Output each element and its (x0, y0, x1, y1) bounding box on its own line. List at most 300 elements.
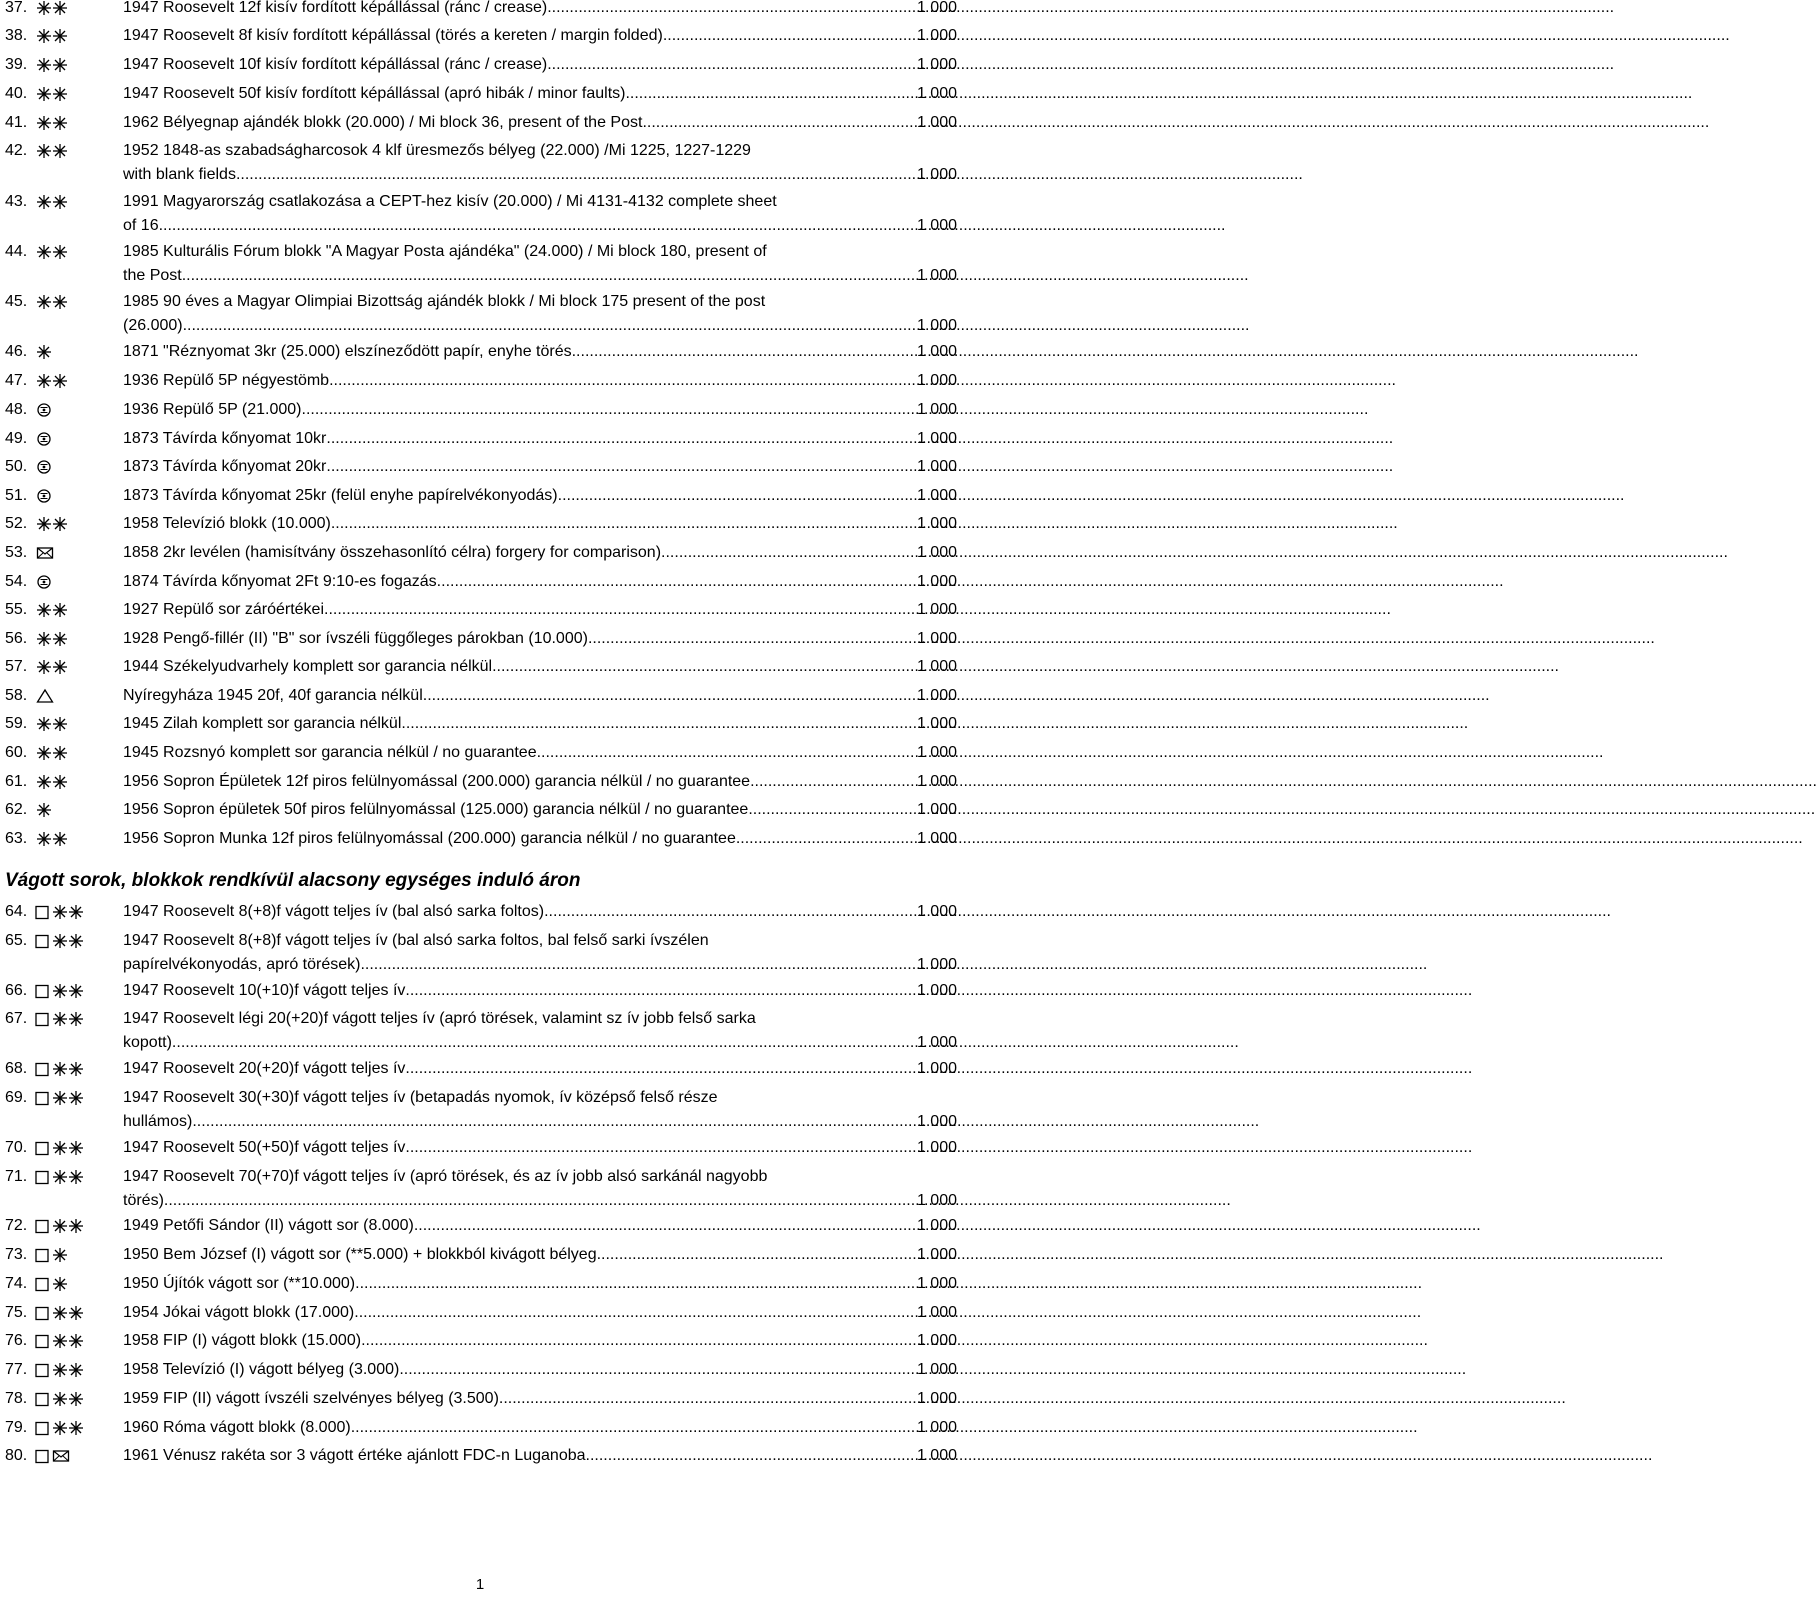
lot-item (5, 512, 957, 536)
mint-never-hinged-icon (36, 244, 68, 260)
lot-description (123, 1272, 957, 1296)
lot-number: 66. (5, 982, 28, 999)
condition-symbol (36, 401, 52, 419)
lot-number: 64. (5, 903, 28, 920)
condition-symbol (36, 243, 68, 261)
dot-leader (192, 1110, 916, 1134)
mint-hinged-icon (36, 344, 52, 360)
lot-item (5, 340, 957, 364)
lot-number: 68. (5, 1060, 28, 1077)
lot-item (5, 827, 957, 851)
lot-item (5, 240, 957, 288)
dot-leader (736, 827, 916, 851)
description-text: 1874 Távírda kőnyomat 2Ft 9:10-es fogazás (123, 573, 437, 590)
description-text: 1954 Jókai vágott blokk (17.000) (123, 1304, 355, 1321)
dot-leader (361, 1329, 916, 1353)
condition-symbol (34, 932, 84, 950)
lot-item (5, 712, 957, 736)
lot-item (5, 82, 957, 106)
lot-number: 46. (5, 343, 28, 360)
lot-number: 69. (5, 1089, 28, 1106)
imperforate-icon (34, 1420, 52, 1436)
condition-symbol (36, 372, 68, 390)
dot-leader (405, 979, 916, 1003)
description-text: 1873 Távírda kőnyomat 25kr (felül enyhe papírelvékonyodás) (123, 487, 558, 504)
dot-leader (183, 314, 916, 338)
mint-never-hinged-icon (36, 631, 68, 647)
lot-description (123, 111, 957, 135)
lot-number: 51. (5, 487, 28, 504)
description-line: 1985 90 éves a Magyar Olimpiai Bizottság ajándék blokk / Mi block 175 present of the post (123, 293, 766, 310)
condition-symbol (36, 142, 68, 160)
lot-description (123, 627, 957, 651)
lot-description (123, 369, 957, 393)
dot-leader (437, 570, 916, 594)
lot-description (123, 240, 957, 288)
dot-leader (329, 369, 916, 393)
postmark-icon (36, 402, 52, 418)
lot-number: 45. (5, 293, 28, 310)
starting-price: 1 000 (916, 658, 957, 675)
condition-symbol (36, 687, 54, 705)
description-line (123, 1189, 957, 1213)
condition-symbol (34, 1168, 84, 1186)
mint-hinged-icon (36, 802, 52, 818)
lot-description (123, 340, 957, 364)
description-line (123, 369, 957, 393)
mint-never-hinged-icon (52, 983, 84, 999)
condition-symbol (36, 114, 68, 132)
starting-price: 1 000 (916, 267, 957, 284)
mint-never-hinged-icon (52, 933, 84, 949)
description-text: 1962 Bélyegnap ajándék blokk (20.000) / Mi block 36, present of the Post (123, 114, 643, 131)
imperforate-icon (34, 933, 52, 949)
mint-never-hinged-icon (36, 716, 68, 732)
lot-description (123, 190, 957, 238)
lot-item (5, 627, 957, 651)
mint-never-hinged-icon (36, 115, 68, 131)
lot-item (5, 455, 957, 479)
starting-price: 1 000 (916, 1304, 957, 1321)
condition-symbol (34, 1447, 70, 1465)
dot-leader (597, 1243, 916, 1267)
lot-description (123, 53, 957, 77)
lot-number: 42. (5, 142, 28, 159)
starting-price: 1 000 (916, 1419, 957, 1436)
lot-number: 78. (5, 1390, 28, 1407)
description-text: the Post (123, 267, 182, 284)
lot-description (123, 770, 957, 794)
lot-number: 41. (5, 114, 28, 131)
imperforate-icon (34, 1391, 52, 1407)
lot-description (123, 900, 957, 924)
lot-description (123, 455, 957, 479)
section-heading: Vágott sorok, blokkok rendkívül alacsony egységes induló áron (5, 870, 581, 891)
lot-number: 63. (5, 830, 28, 847)
description-line (123, 163, 957, 187)
dot-leader (547, 53, 916, 77)
lot-number: 77. (5, 1361, 28, 1378)
postmark-icon (36, 431, 52, 447)
lot-number: 79. (5, 1419, 28, 1436)
lot-item (5, 1272, 957, 1296)
lot-number: 39. (5, 56, 28, 73)
description-text: 1873 Távírda kőnyomat 20kr (123, 458, 327, 475)
mint-never-hinged-icon (52, 1061, 84, 1077)
lot-number: 38. (5, 27, 28, 44)
description-line (123, 1329, 957, 1353)
postmark-icon (36, 459, 52, 475)
description-line (123, 1444, 957, 1468)
description-text: 1936 Repülő 5P (21.000) (123, 401, 302, 418)
dot-leader (537, 741, 916, 765)
page-number: 1 (475, 1576, 485, 1593)
mint-never-hinged-icon (36, 774, 68, 790)
condition-symbol (34, 1139, 84, 1157)
lot-item (5, 598, 957, 622)
description-text: 1950 Újítók vágott sor (**10.000) (123, 1275, 356, 1292)
starting-price: 1 000 (916, 687, 957, 704)
imperforate-icon (34, 1362, 52, 1378)
lot-description (123, 1416, 957, 1440)
dot-leader (423, 684, 916, 708)
mint-never-hinged-icon (52, 1333, 84, 1349)
description-text: Nyíregyháza 1945 20f, 40f garancia nélkül (123, 687, 423, 704)
starting-price: 1 000 (916, 1390, 957, 1407)
lot-number: 49. (5, 430, 28, 447)
description-text: kopott) (123, 1034, 172, 1051)
lot-item (5, 541, 957, 565)
lot-number: 80. (5, 1447, 28, 1464)
starting-price: 1 000 (916, 1139, 957, 1156)
description-line (123, 627, 957, 651)
description-text: 1947 Roosevelt 8(+8)f vágott teljes ív (bal alsó sarka foltos) (123, 903, 545, 920)
description-line (123, 1110, 957, 1134)
starting-price: 1 000 (916, 1361, 957, 1378)
condition-symbol (34, 1275, 68, 1293)
mint-never-hinged-icon (52, 1420, 84, 1436)
lot-description (123, 541, 957, 565)
lot-item (5, 1444, 957, 1468)
starting-price: 1 000 (916, 343, 957, 360)
description-line (123, 314, 957, 338)
mint-never-hinged-icon (36, 194, 68, 210)
description-line (123, 398, 957, 422)
lot-description (123, 1057, 957, 1081)
lot-description (123, 1444, 957, 1468)
description-line (123, 1031, 957, 1055)
description-text: 1950 Bem József (I) vágott sor (**5.000) + blokkból kivágott bélyeg (123, 1246, 597, 1263)
description-line (123, 770, 957, 794)
lot-number: 72. (5, 1217, 28, 1234)
lot-item (5, 427, 957, 451)
lot-item (5, 655, 957, 679)
dot-leader (302, 398, 916, 422)
mint-never-hinged-icon (52, 1305, 84, 1321)
imperforate-icon (34, 1169, 52, 1185)
mint-never-hinged-icon (36, 831, 68, 847)
lot-description (123, 82, 957, 106)
description-line (123, 827, 957, 851)
lot-item (5, 111, 957, 135)
lot-number: 56. (5, 630, 28, 647)
dot-leader (544, 900, 916, 924)
condition-symbol (36, 801, 52, 819)
lot-description (123, 798, 957, 822)
description-line (123, 655, 957, 679)
condition-symbol (34, 1217, 84, 1235)
lot-number: 53. (5, 544, 28, 561)
mint-never-hinged-icon (52, 1090, 84, 1106)
starting-price: 1 000 (916, 1246, 957, 1263)
lot-number: 60. (5, 744, 28, 761)
lot-item (5, 684, 957, 708)
description-text: (26.000) (123, 317, 183, 334)
lot-number: 55. (5, 601, 28, 618)
description-line (123, 512, 957, 536)
lot-item (5, 1086, 957, 1134)
condition-symbol (36, 630, 68, 648)
dot-leader (355, 1272, 916, 1296)
lot-description (123, 741, 957, 765)
lot-number: 61. (5, 773, 28, 790)
mint-never-hinged-icon (52, 1011, 84, 1027)
lot-item (5, 1329, 957, 1353)
lot-description (123, 1007, 957, 1055)
dot-leader (414, 1214, 916, 1238)
starting-price: 1 000 (916, 0, 957, 16)
description-line: 1947 Roosevelt 8(+8)f vágott teljes ív (bal alsó sarka foltos, bal felső sarki ívszélen (123, 932, 709, 949)
description-line (123, 541, 957, 565)
description-line (123, 684, 957, 708)
description-text: 1927 Repülő sor záróértékei (123, 601, 325, 618)
lot-number: 54. (5, 573, 28, 590)
condition-symbol (34, 1060, 84, 1078)
description-line (123, 0, 957, 20)
condition-symbol (36, 430, 52, 448)
description-line (123, 214, 957, 238)
condition-symbol (36, 0, 68, 17)
description-text: 1960 Róma vágott blokk (8.000) (123, 1419, 351, 1436)
condition-symbol (36, 830, 68, 848)
mint-never-hinged-icon (36, 602, 68, 618)
dot-leader (360, 953, 915, 977)
dot-leader (586, 1444, 916, 1468)
condition-symbol (36, 544, 54, 562)
dot-leader (572, 340, 916, 364)
lot-number: 48. (5, 401, 28, 418)
lot-number: 43. (5, 193, 28, 210)
condition-symbol (34, 982, 84, 1000)
dot-leader (625, 82, 915, 106)
dot-leader (324, 598, 916, 622)
lot-number: 70. (5, 1139, 28, 1156)
dot-leader (547, 0, 916, 20)
dot-leader (401, 712, 916, 736)
description-text: 1947 Roosevelt 12f kisív fordított képállással (ránc / crease) (123, 0, 548, 16)
description-text: 1947 Roosevelt 10(+10)f vágott teljes ív (123, 982, 406, 999)
lot-number: 50. (5, 458, 28, 475)
lot-item (5, 398, 957, 422)
lot-description (123, 139, 957, 187)
starting-price: 1 000 (916, 773, 957, 790)
dot-leader (558, 484, 916, 508)
description-text: 1959 FIP (II) vágott ívszéli szelvényes bélyeg (3.500) (123, 1390, 499, 1407)
lot-item (5, 798, 957, 822)
lot-description (123, 1301, 957, 1325)
description-text: 1947 Roosevelt 20(+20)f vágott teljes ív (123, 1060, 406, 1077)
description-text: of 16 (123, 217, 159, 234)
lot-description (123, 398, 957, 422)
mint-never-hinged-icon (36, 659, 68, 675)
lot-item (5, 570, 957, 594)
lot-number: 74. (5, 1275, 28, 1292)
lot-item (5, 24, 957, 48)
triangle-icon (36, 688, 54, 704)
starting-price: 1 000 (916, 515, 957, 532)
dot-leader (499, 1387, 916, 1411)
condition-symbol (36, 487, 52, 505)
description-text: 1956 Sopron Épületek 12f piros felülnyomással (200.000) garancia nélkül / no guarantee (123, 773, 751, 790)
dot-leader (182, 264, 916, 288)
description-line (123, 427, 957, 451)
description-line (123, 484, 957, 508)
lot-description (123, 570, 957, 594)
dot-leader (405, 1057, 916, 1081)
lot-description (123, 512, 957, 536)
lot-description (123, 1214, 957, 1238)
lot-description (123, 598, 957, 622)
lot-number: 59. (5, 715, 28, 732)
description-text: 1947 Roosevelt 8f kisív fordított képállással (törés a kereten / margin folded) (123, 27, 663, 44)
starting-price: 1 000 (916, 372, 957, 389)
starting-price: 1 000 (916, 217, 957, 234)
lot-number: 71. (5, 1168, 28, 1185)
lot-item (5, 1243, 957, 1267)
dot-leader (661, 541, 916, 565)
lot-number: 73. (5, 1246, 28, 1263)
mint-hinged-icon (52, 1247, 68, 1263)
description-text: törés) (123, 1192, 164, 1209)
lot-number: 44. (5, 243, 28, 260)
condition-symbol (36, 715, 68, 733)
description-line: 1947 Roosevelt 70(+70)f vágott teljes ív (apró törések, és az ív jobb alsó sarkánál nagyobb (123, 1168, 768, 1185)
description-line (123, 1301, 957, 1325)
description-text: 1956 Sopron épületek 50f piros felülnyomással (125.000) garancia nélkül / no guarantee (123, 801, 749, 818)
description-text: with blank fields (123, 166, 236, 183)
starting-price: 1 000 (916, 1447, 957, 1464)
description-line (123, 900, 957, 924)
starting-price: 1 000 (916, 630, 957, 647)
starting-price: 1 000 (916, 601, 957, 618)
description-text: 1873 Távírda kőnyomat 10kr (123, 430, 327, 447)
lot-item (5, 770, 957, 794)
description-text: 1961 Vénusz rakéta sor 3 vágott értéke ajánlott FDC-n Luganoba (123, 1447, 586, 1464)
condition-symbol (34, 903, 84, 921)
imperforate-icon (34, 1305, 52, 1321)
dot-leader (748, 798, 916, 822)
imperforate-icon (34, 983, 52, 999)
description-text: 1947 Roosevelt 50f kisív fordított képállással (apró hibák / minor faults) (123, 85, 626, 102)
description-line (123, 1416, 957, 1440)
description-line (123, 340, 957, 364)
starting-price: 1 000 (916, 487, 957, 504)
dot-leader (172, 1031, 916, 1055)
lot-description (123, 0, 957, 20)
description-line (123, 741, 957, 765)
lot-item (5, 741, 957, 765)
mint-never-hinged-icon (36, 516, 68, 532)
lot-description (123, 655, 957, 679)
imperforate-icon (34, 904, 52, 920)
imperforate-icon (34, 1218, 52, 1234)
description-text: 1958 Televízió (I) vágott bélyeg (3.000) (123, 1361, 400, 1378)
condition-symbol (36, 27, 68, 45)
imperforate-icon (34, 1448, 52, 1464)
condition-symbol (34, 1419, 84, 1437)
mint-never-hinged-icon (36, 373, 68, 389)
lot-number: 75. (5, 1304, 28, 1321)
starting-price: 1 000 (916, 744, 957, 761)
dot-leader (236, 163, 916, 187)
imperforate-icon (34, 1276, 52, 1292)
condition-symbol (36, 773, 68, 791)
lot-item (5, 1416, 957, 1440)
mint-never-hinged-icon (36, 57, 68, 73)
condition-symbol (34, 1089, 84, 1107)
lot-item (5, 1214, 957, 1238)
description-line: 1947 Roosevelt légi 20(+20)f vágott teljes ív (apró törések, valamint sz ív jobb felső sarka (123, 1010, 756, 1027)
description-text: 1944 Székelyudvarhely komplett sor garancia nélkül (123, 658, 493, 675)
dot-leader (326, 455, 916, 479)
starting-price: 1 000 (916, 1060, 957, 1077)
description-line: 1991 Magyarország csatlakozása a CEPT-hez kisív (20.000) / Mi 4131-4132 complete sheet (123, 193, 777, 210)
dot-leader (642, 111, 916, 135)
lot-description (123, 712, 957, 736)
lot-item (5, 979, 957, 1003)
description-text: 1947 Roosevelt 10f kisív fordított képállással (ránc / crease) (123, 56, 548, 73)
imperforate-icon (34, 1090, 52, 1106)
mint-never-hinged-icon (52, 1362, 84, 1378)
starting-price: 1 000 (916, 27, 957, 44)
dot-leader (326, 427, 916, 451)
dot-leader (750, 770, 916, 794)
lot-item (5, 1136, 957, 1160)
description-text: papírelvékonyodás, apró törések) (123, 956, 361, 973)
description-line (123, 1272, 957, 1296)
lot-description (123, 427, 957, 451)
starting-price: 1 000 (916, 430, 957, 447)
lot-item (5, 484, 957, 508)
lot-description (123, 1329, 957, 1353)
lot-number: 65. (5, 932, 28, 949)
starting-price: 1 000 (916, 801, 957, 818)
condition-symbol (34, 1390, 84, 1408)
description-text: 1956 Sopron Munka 12f piros felülnyomással (200.000) garancia nélkül / no guarantee (123, 830, 736, 847)
description-line (123, 53, 957, 77)
starting-price: 1 000 (916, 317, 957, 334)
starting-price: 1 000 (916, 56, 957, 73)
lot-item (5, 1057, 957, 1081)
mint-never-hinged-icon (36, 0, 68, 16)
lot-item (5, 1165, 957, 1213)
dot-leader (663, 24, 916, 48)
description-line (123, 598, 957, 622)
imperforate-icon (34, 1247, 52, 1263)
description-line (123, 798, 957, 822)
mint-never-hinged-icon (52, 1218, 84, 1234)
mint-never-hinged-icon (36, 28, 68, 44)
